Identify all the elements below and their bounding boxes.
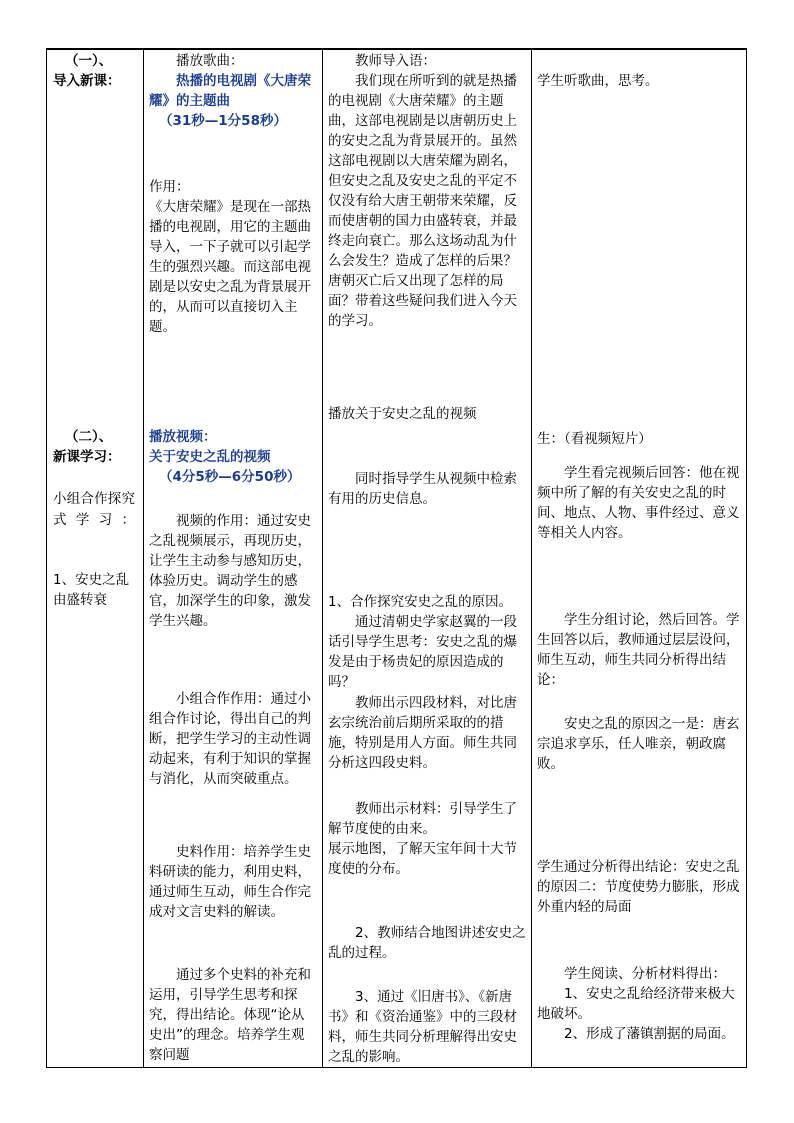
column-divider xyxy=(143,49,144,1067)
lesson-plan-table xyxy=(46,48,747,1068)
materials-text: 教师出示四段材料，对比唐玄宗统治前后期所采取的的措施，特别是用人方面。师生共同分析这四段史料。 xyxy=(328,695,517,771)
supplement-text: 通过多个史料的补充和运用，引导学生思考和探究，得出结论。体现“论从史出”的理念。培养学生观察问题 xyxy=(149,967,311,1063)
song-title: 热播的电视剧《大唐荣耀》的主题曲 xyxy=(149,73,311,109)
section-number: （一）、 xyxy=(65,53,113,69)
effect-text: 《大唐荣耀》是现在一部热播的电视剧，用它的主题曲导入，一下子就可以引起学生的强烈兴趣。而这部电视剧是以安史之乱为背景展开的，从而可以直接切入主题。 xyxy=(149,199,311,335)
answer-block xyxy=(537,463,742,543)
group-study-text: 小组合作探究式学习： xyxy=(53,491,135,528)
video-title: 关于安史之乱的视频 xyxy=(149,449,271,465)
guide-text: 同时指导学生从视频中检索有用的历史信息。 xyxy=(328,471,517,507)
video-effect-block xyxy=(149,511,317,631)
section-intro-heading xyxy=(53,51,139,91)
video-time: （4分5秒—6分50秒） xyxy=(159,469,301,485)
effect1-text: 1、安史之乱给经济带来极大地破坏。 xyxy=(537,986,735,1022)
play-video-text: 播放关于安史之乱的视频 xyxy=(328,406,477,422)
effects-block xyxy=(328,987,528,1067)
discuss-block xyxy=(537,610,742,690)
section-new-lesson-heading xyxy=(53,427,139,467)
group-effect-block xyxy=(149,689,317,789)
column-divider xyxy=(531,49,532,1067)
process-block xyxy=(328,923,528,963)
supplement-block xyxy=(149,965,317,1065)
materials-block xyxy=(328,693,528,773)
column-divider xyxy=(322,49,323,1067)
jiedu-block xyxy=(328,799,528,879)
cause2-text: 学生通过分析得出结论：安史之乱的原因二：节度使势力膨胀，形成外重内轻的局面 xyxy=(537,859,740,915)
effect2-text: 2、形成了藩镇割据的局面。 xyxy=(564,1026,735,1042)
section-title: 新课学习： xyxy=(53,449,121,465)
cause-block xyxy=(328,592,528,692)
cause2-block xyxy=(537,857,742,917)
jiedu-text: 教师出示材料：引导学生了解节度使的由来。 xyxy=(328,801,517,837)
video-block xyxy=(149,427,317,487)
song-time: （31秒—1分58秒） xyxy=(159,113,287,129)
effect-label: 作用： xyxy=(149,179,190,195)
effects-text: 3、通过《旧唐书》、《新唐书》和《资治通鉴》中的三段材料，师生共同分析理解得出安史之乱的影响。 xyxy=(328,989,517,1065)
video-effect-text: 视频的作用：通过安史之乱视频展示，再现历史，让学生主动参与感知历史，体验历史。调动学生的感官，加深学生的印象，激发学生兴趣。 xyxy=(149,513,311,629)
listen-block xyxy=(537,71,742,91)
intro-label: 教师导入语： xyxy=(355,53,436,69)
listen-text: 学生听歌曲，思考。 xyxy=(537,73,659,89)
section-title: 导入新课： xyxy=(53,73,121,89)
song-block xyxy=(149,51,317,131)
map-text: 展示地图，了解天宝年间十大节度使的分布。 xyxy=(328,841,517,877)
watch-block xyxy=(537,429,742,449)
topic-text: 1、安史之乱由盛转衰 xyxy=(53,572,130,608)
source-effect-block xyxy=(149,842,317,922)
topic-label xyxy=(53,570,135,610)
process-text: 2、教师结合地图讲述安史之乱的过程。 xyxy=(328,925,526,961)
cause-heading: 1、合作探究安史之乱的原因。 xyxy=(328,594,513,610)
play-video-block xyxy=(328,404,528,424)
group-effect-text: 小组合作作用：通过小组合作讨论，得出自己的判断，把学生学习的主动性调动起来，有利于知识的掌握与消化，从而突破重点。 xyxy=(149,691,311,787)
group-study-label xyxy=(53,489,135,531)
intro-text: 我们现在所听到的就是热播的电视剧《大唐荣耀》的主题曲，这部电视剧是以唐朝历史上的安史之乱为背景展开的。虽然这部电视剧以大唐荣耀为剧名，但安史之乱及安史之乱的平定不仅没有给大唐王朝带来荣耀，反而使唐朝的国力由盛转衰，并最终走向衰亡。那么这场动乱为什么会发生？造成了怎样的后果？唐朝灭亡后又出现了怎样的局面？带着这些疑问我们进入今天的学习。 xyxy=(328,73,517,329)
section-number: （二）、 xyxy=(65,429,113,445)
cause-text: 通过清朝史学家赵翼的一段话引导学生思考：安史之乱的爆发是由于杨贵妃的原因造成的吗？ xyxy=(328,614,517,690)
song-effect-block xyxy=(149,177,317,337)
answer-text: 学生看完视频后回答：他在视频中所了解的有关安史之乱的时间、地点、人物、事件经过、意义等相关人内容。 xyxy=(537,465,740,541)
video-label: 播放视频： xyxy=(149,429,217,445)
cause1-block xyxy=(537,714,742,774)
teacher-intro-block xyxy=(328,51,528,331)
cause1-text: 安史之乱的原因之一是：唐玄宗追求享乐，任人唯亲，朝政腐败。 xyxy=(537,716,740,772)
song-label: 播放歌曲： xyxy=(176,53,244,69)
discuss-text: 学生分组讨论，然后回答。学生回答以后，教师通过层层设问，师生互动，师生共同分析得出结论： xyxy=(537,612,740,688)
source-effect-text: 史料作用：培养学生史料研读的能力，利用史料，通过师生互动，师生合作完成对文言史料的解读。 xyxy=(149,844,311,920)
watch-text: 生：（看视频短片） xyxy=(537,431,652,447)
read-text: 学生阅读、分析材料得出： xyxy=(564,966,726,982)
guide-block xyxy=(328,469,528,509)
read-block xyxy=(537,964,742,1044)
